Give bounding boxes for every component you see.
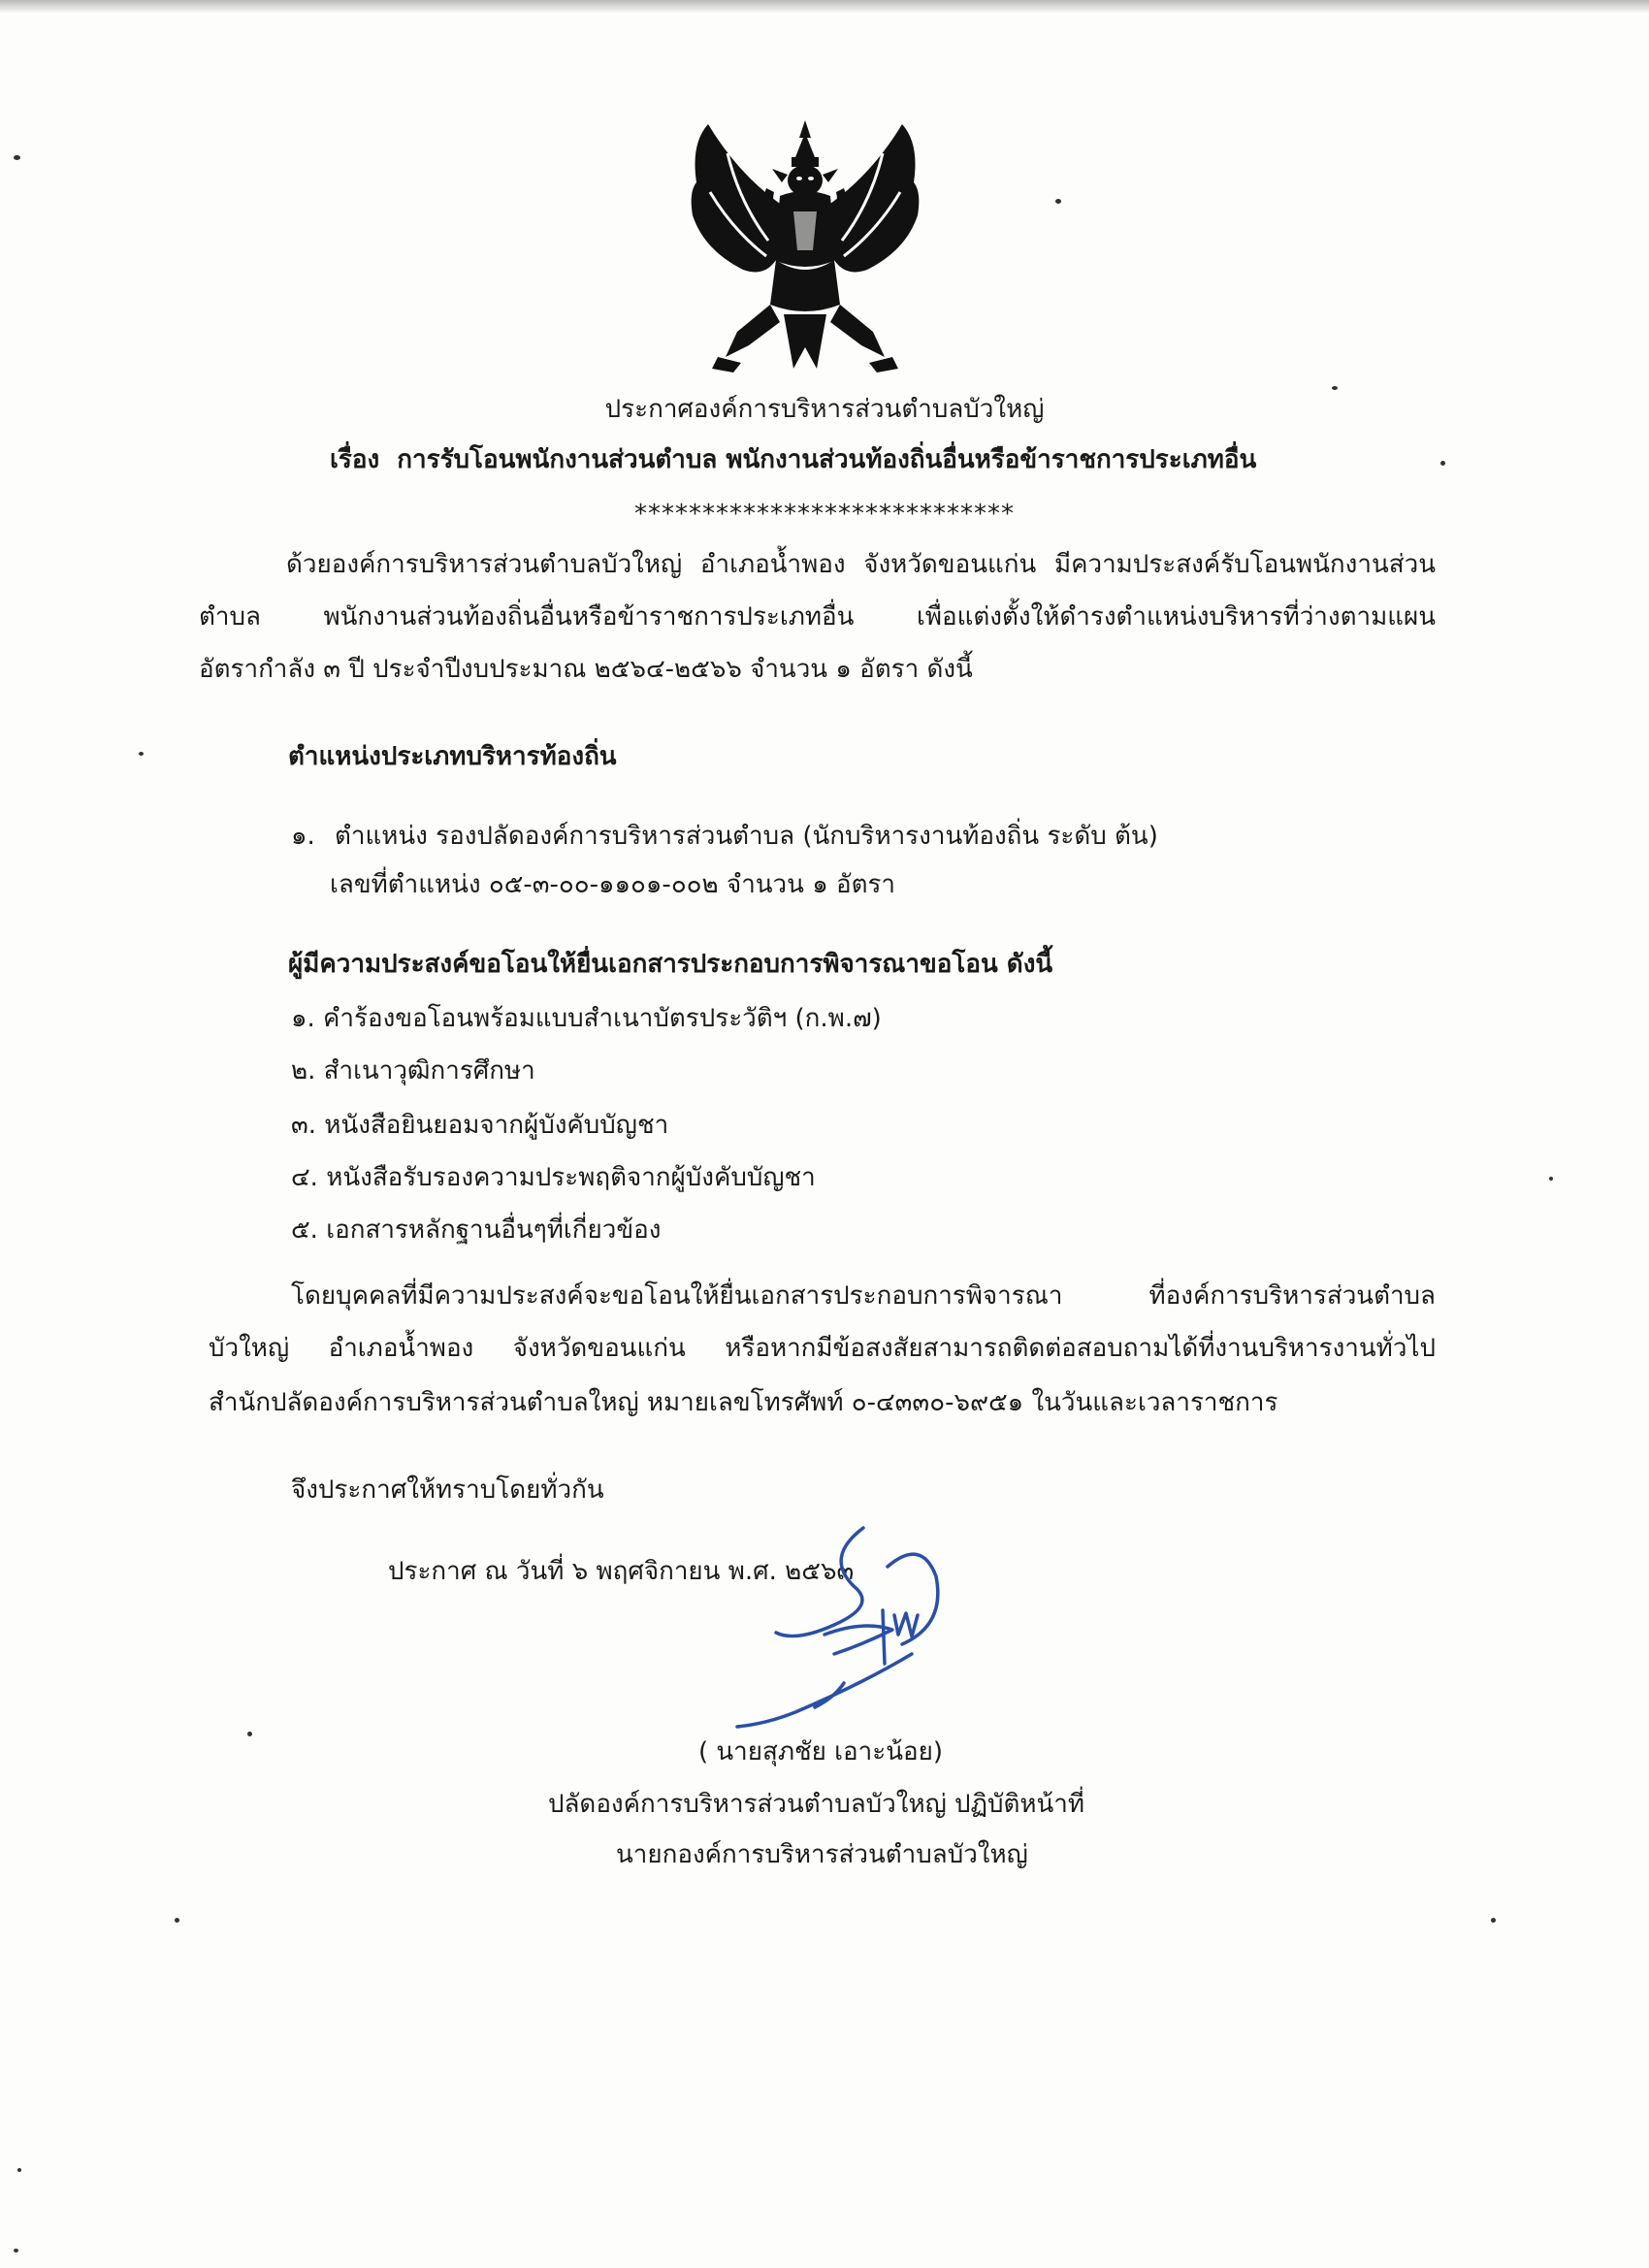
signatory-name: ( นายสุภชัย เอาะน้อย) xyxy=(698,1737,944,1766)
subject-line xyxy=(330,443,1256,476)
document-item: ๒. สำเนาวุฒิการศึกษา xyxy=(291,1056,535,1085)
scan-edge-shadow xyxy=(0,0,1649,14)
contact-line-2: บัวใหญ่ อำเภอน้ำพอง จังหวัดขอนแก่น หรือหากมีข้อสงสัยสามารถติดต่อสอบถามได้ที่งานบริหารงานทั่วไป xyxy=(209,1334,1436,1363)
document-item: ๓. หนังสือยินยอมจากผู้บังคับบัญชา xyxy=(291,1111,669,1140)
scan-speck xyxy=(14,155,20,160)
signatory-title-1: ปลัดองค์การบริหารส่วนตำบลบัวใหญ่ ปฏิบัติหน้าที่ xyxy=(548,1790,1085,1819)
intro-line-2: ตำบล พนักงานส่วนท้องถิ่นอื่นหรือข้าราชการประเภทอื่น เพื่อแต่งตั้งให้ดำรงตำแหน่งบริหารที่ว่างตามแผน xyxy=(199,602,1436,632)
signatory-title-2: นายกองค์การบริหารส่วนตำบลบัวใหญ่ xyxy=(616,1840,1028,1869)
announcement-title: ประกาศองค์การบริหารส่วนตำบลบัวใหญ่ xyxy=(604,395,1045,424)
subject-label: เรื่อง xyxy=(330,445,380,474)
scan-speck xyxy=(247,1732,252,1736)
subject-text: การรับโอนพนักงานส่วนตำบล พนักงานส่วนท้องถิ่นอื่นหรือข้าราชการประเภทอื่น xyxy=(397,445,1257,474)
position-item-line-1: ตำแหน่ง รองปลัดองค์การบริหารส่วนตำบล (นักบริหารงานท้องถิ่น ระดับ ต้น) xyxy=(335,822,1158,851)
position-section-heading: ตำแหน่งประเภทบริหารท้องถิ่น xyxy=(288,742,617,771)
intro-line-3: อัตรากำลัง ๓ ปี ประจำปีงบประมาณ ๒๕๖๔-๒๕๖๖ จำนวน ๑ อัตรา ดังนี้ xyxy=(199,655,973,684)
scan-speck xyxy=(139,752,144,756)
position-item-line-2: เลขที่ตำแหน่ง ๐๕-๓-๐๐-๑๑๐๑-๐๐๒ จำนวน ๑ อัตรา xyxy=(330,870,896,899)
scan-speck xyxy=(1440,461,1445,466)
document-item: ๔. หนังสือรับรองความประพฤติจากผู้บังคับบัญชา xyxy=(291,1163,816,1192)
document-item: ๕. เอกสารหลักฐานอื่นๆที่เกี่ยวข้อง xyxy=(291,1215,662,1245)
documents-section-heading: ผู้มีความประสงค์ขอโอนให้ยื่นเอกสารประกอบการพิจารณาขอโอน ดังนี้ xyxy=(288,950,1053,979)
scan-speck xyxy=(17,2168,21,2172)
scan-speck xyxy=(1491,1918,1496,1923)
scan-speck xyxy=(14,2249,18,2252)
scan-speck xyxy=(1332,386,1338,390)
garuda-emblem-icon xyxy=(679,114,931,378)
handwritten-signature-icon xyxy=(718,1518,980,1732)
contact-line-3: สำนักปลัดองค์การบริหารส่วนตำบลใหญ่ หมายเลขโทรศัพท์ ๐-๔๓๓๐-๖๙๕๑ ในวันและเวลาราชการ xyxy=(209,1388,1278,1417)
scan-speck xyxy=(1055,199,1061,204)
scan-speck xyxy=(1549,1177,1553,1181)
scan-speck xyxy=(175,1918,179,1923)
announcement-date: ประกาศ ณ วันที่ ๖ พฤศจิกายน พ.ศ. ๒๕๖๓ xyxy=(388,1557,855,1586)
separator-stars: **************************** xyxy=(634,500,1015,529)
closing-statement: จึงประกาศให้ทราบโดยทั่วกัน xyxy=(291,1475,604,1505)
position-item-number: ๑. xyxy=(291,822,315,851)
document-item: ๑. คำร้องขอโอนพร้อมแบบสำเนาบัตรประวัติฯ (ก.พ.๗) xyxy=(291,1004,882,1033)
contact-line-1: โดยบุคคลที่มีความประสงค์จะขอโอนให้ยื่นเอกสารประกอบการพิจารณา ที่องค์การบริหารส่วนตำบล xyxy=(291,1281,1436,1311)
intro-line-1: ด้วยองค์การบริหารส่วนตำบลบัวใหญ่ อำเภอน้ำพอง จังหวัดขอนแก่น มีความประสงค์รับโอนพนักงานส่วน xyxy=(286,550,1436,579)
